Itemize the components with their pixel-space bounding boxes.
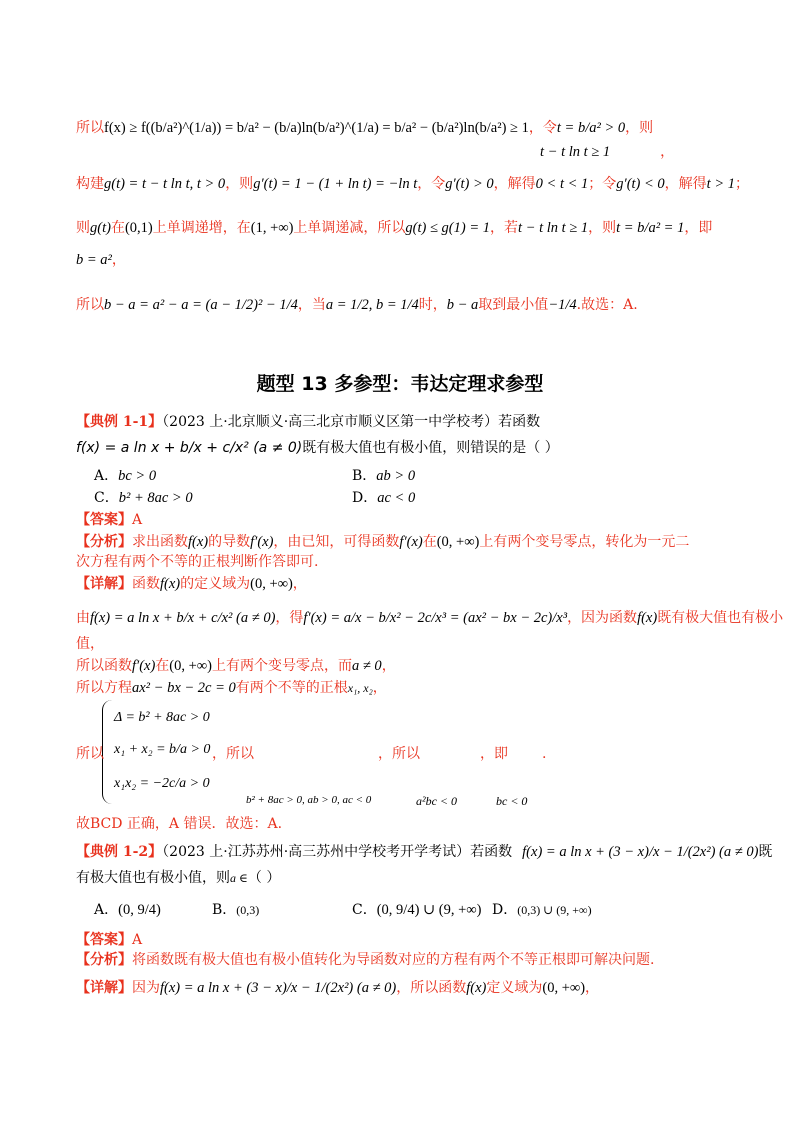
ex2-option-c[interactable]: C．(0, 9/4) ∪ (9, +∞) [352, 902, 482, 918]
ex1-option-a[interactable]: A．bc > 0 [94, 468, 157, 484]
ex1-option-d[interactable]: D．ac < 0 [352, 490, 416, 506]
prev-line-5: 所以b − a = a² − a = (a − 1/2)² − 1/4，当a = 1/2, b = 1/4时，b − a取到最小值−1/4.故选：A. [76, 297, 638, 313]
ex1-detail-4: 所以函数f′(x)在(0, +∞)上有两个变号零点，而a ≠ 0， [76, 658, 396, 674]
ex2-function: f(x) = a ln x + (3 − x)/x − 1/(2x²) (a ≠ 0) [522, 844, 759, 860]
system-eq-3: x₁x₂ = −2c/a > 0 [114, 776, 210, 791]
prev-line-1: 所以f(x) ≥ f((b/a²)^(1/a)) = b/a² − (b/a)ln(b/a²)^(1/a) = b/a² − (b/a²)ln(b/a²) ≥ 1，令t = b/a² > 0，则 [76, 120, 654, 136]
ex1-conclusion: 故BCD 正确，A 错误．故选：A. [76, 816, 283, 832]
ex1-detail-3: 值， [76, 636, 104, 652]
ex1-question: f(x) = a ln x + b/x + c/x² (a ≠ 0)既有极大值也有极小值，则错误的是（ ） [76, 440, 559, 456]
prev-line-1-sub: t − t ln t ≥ 1 ， [540, 144, 675, 160]
prev-line-3: 则g(t)在(0,1)上单调递增，在(1, +∞)上单调递减，所以g(t) ≤ g(1) = 1，若t − t ln t ≥ 1，则t = b/a² = 1，即 [76, 220, 713, 236]
prev-line-2: 构建g(t) = t − t ln t, t > 0，则g′(t) = 1 − (1 + ln t) = −ln t，令g′(t) > 0，解得0 < t < 1；令g′(t) < 0，解得t > 1； [76, 176, 749, 192]
ex2-detail: 【详解】因为f(x) = a ln x + (3 − x)/x − 1/(2x²) (a ≠ 0)，所以函数f(x)定义域为(0, +∞)， [76, 980, 600, 996]
ex2-header: 【典例 1-2】（2023 上·江苏苏州·高三苏州中学校考开学考试）若函数 f(x) = a ln x + (3 − x)/x − 1/(2x²) (a ≠ 0)既 [76, 844, 773, 860]
ex1-option-b[interactable]: B．ab > 0 [352, 468, 416, 484]
ex2-label: 【典例 1-2】 [76, 844, 163, 860]
system-eq-2: x₁ + x₂ = b/a > 0 [114, 742, 211, 757]
ex2-option-b[interactable]: B．(0,3) [212, 902, 260, 918]
system-eq-1: Δ = b² + 8ac > 0 [114, 710, 210, 725]
prev-math-t: t = b/a² > 0 [556, 120, 626, 136]
ex2-answer: 【答案】A [76, 932, 143, 948]
section-title: 题型 13 多参型：韦达定理求参型 [256, 373, 544, 395]
ex1-detail-1: 【详解】函数f(x)的定义域为(0, +∞)， [76, 576, 307, 592]
result-1: b² + 8ac > 0, ab > 0, ac < 0 [246, 794, 372, 806]
ex2-question: 有极大值也有极小值，则a ∈（ ） [76, 870, 281, 886]
result-2: a²bc < 0 [416, 794, 458, 808]
ex1-header: 【典例 1-1】（2023 上·北京顺义·高三北京市顺义区第一中学校考）若函数 [76, 414, 541, 430]
prev-math-inequality: f(x) ≥ f((b/a²)^(1/a)) = b/a² − (b/a)ln(b/a²)^(1/a) = b/a² − (b/a²)ln(b/a²) ≥ 1 [104, 120, 529, 136]
ex1-detail-6: 所以 ，所以 ，所以 ，即 . [76, 746, 547, 762]
ex1-detail-2: 由f(x) = a ln x + b/x + c/x² (a ≠ 0)，得f′(x) = a/x − b/x² − 2c/x³ = (ax² − bx − 2c)/x³，因为函数f(x)既有极大值也有极小 [76, 610, 784, 626]
ex2-analysis: 【分析】将函数既有极大值也有极小值转化为导函数对应的方程有两个不等正根即可解决问题. [76, 952, 655, 968]
ex2-option-a[interactable]: A．(0, 9/4) [94, 902, 161, 918]
ex1-answer: 【答案】A [76, 512, 143, 528]
prev-line-4: b = a²， [76, 252, 126, 268]
ex1-analysis-2: 次方程有两个不等的正根判断作答即可. [76, 554, 319, 570]
ex1-analysis: 【分析】求出函数f(x)的导数f′(x)，由已知，可得函数f′(x)在(0, +∞)上有两个变号零点，转化为一元二 [76, 534, 690, 550]
ex1-option-c[interactable]: C．b² + 8ac > 0 [94, 490, 193, 506]
ex1-detail-5: 所以方程ax² − bx − 2c = 0有两个不等的正根x₁, x₂， [76, 680, 387, 696]
ex1-label: 【典例 1-1】 [76, 414, 163, 430]
result-3: bc < 0 [496, 794, 528, 808]
ex1-function: f(x) = a ln x + b/x + c/x² (a ≠ 0) [76, 440, 303, 456]
ex2-option-d[interactable]: D．(0,3) ∪ (9, +∞) [492, 902, 592, 918]
